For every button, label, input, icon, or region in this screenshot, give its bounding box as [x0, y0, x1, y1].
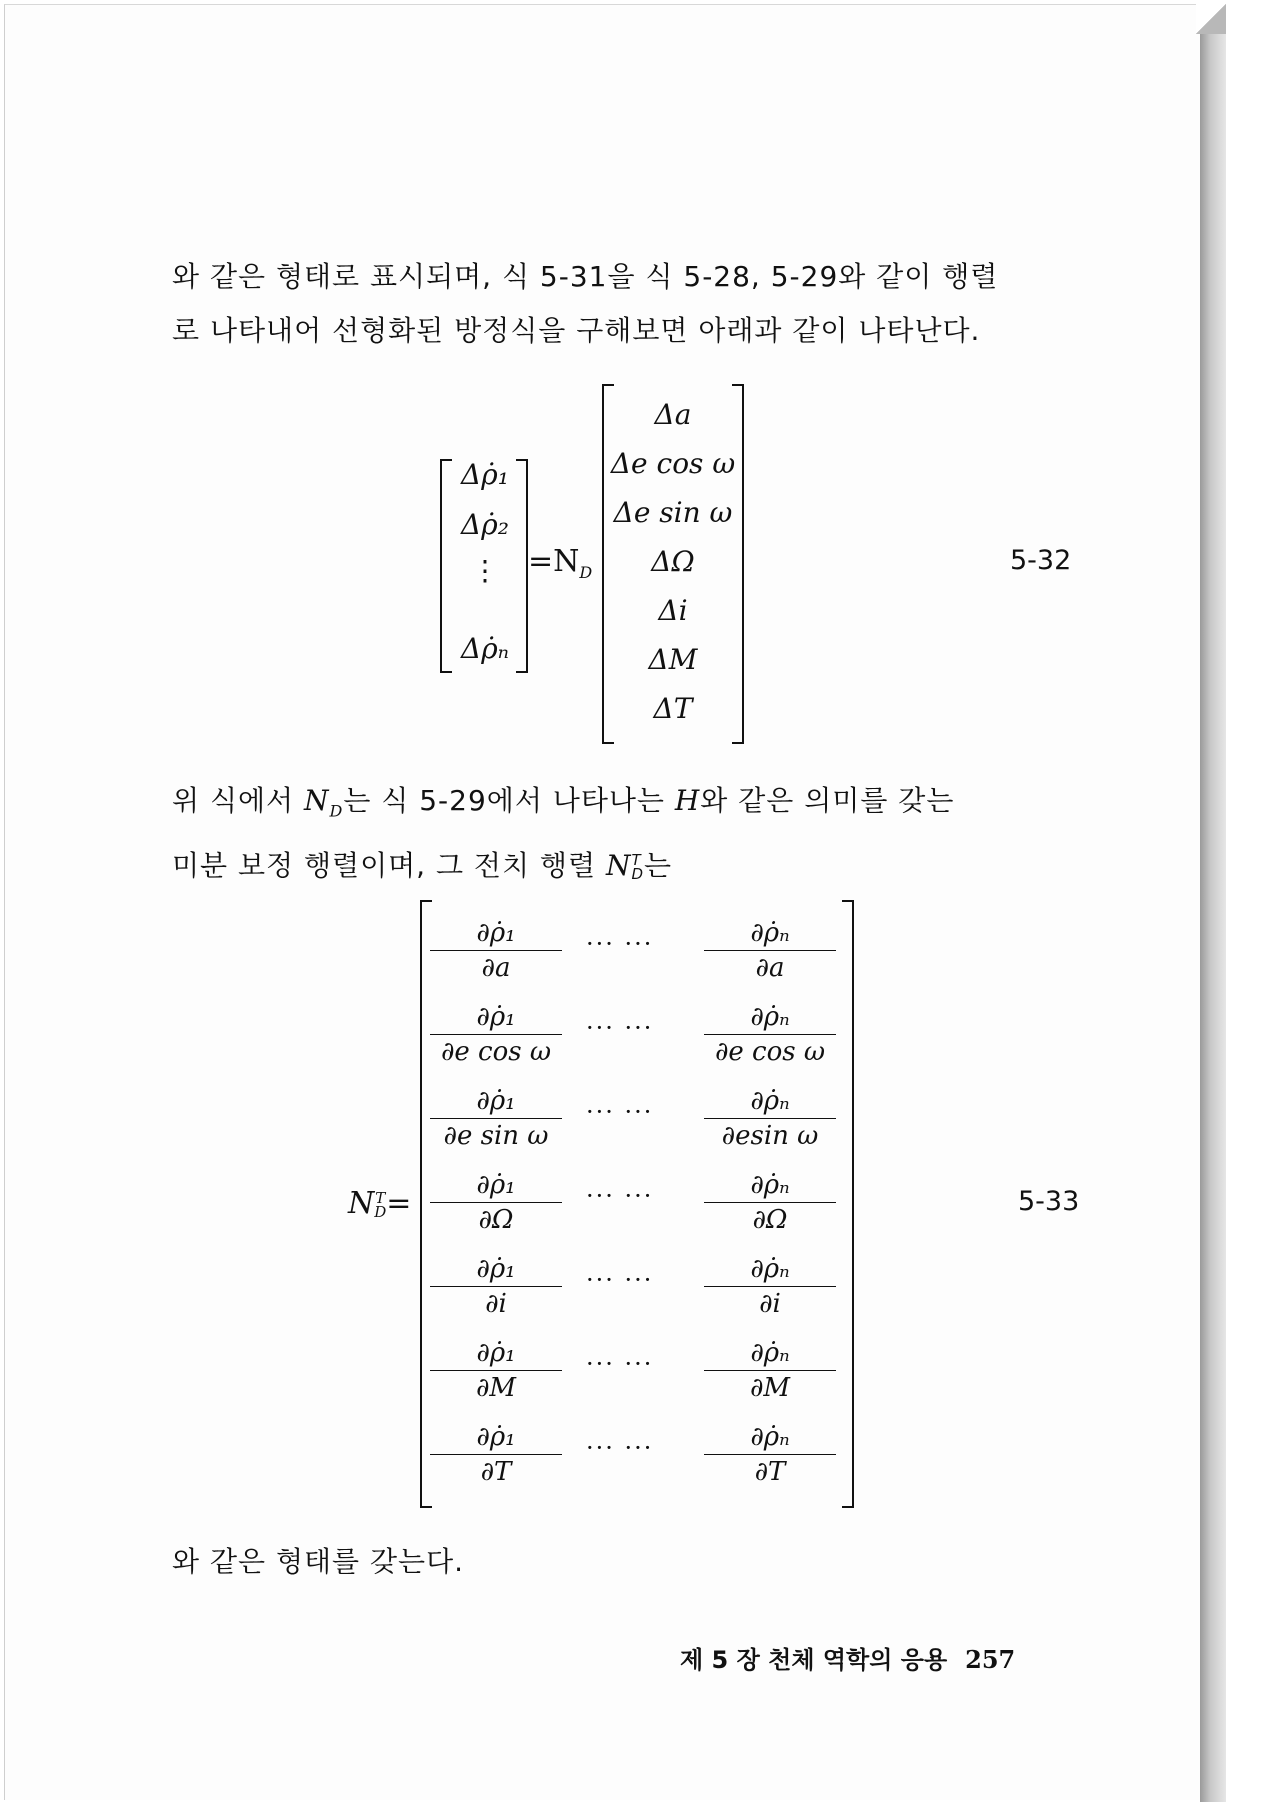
matrix-entry-coln	[704, 1338, 836, 1403]
ndt-lhs	[348, 1186, 411, 1221]
fraction-numerator: ∂ρ̇₁	[430, 1254, 562, 1287]
p2-text-a: 위 식에서	[172, 784, 304, 817]
fraction-denominator: ∂a	[755, 953, 785, 983]
paragraph-3-line: 와 같은 형태를 갖는다.	[172, 1545, 465, 1578]
p2-text-c: 와 같은 의미를 갖는	[700, 784, 955, 817]
ndt-symbol: N	[605, 848, 632, 882]
paragraph-1	[172, 250, 1072, 358]
ndt-lhs-sup: T	[375, 1189, 386, 1207]
fraction-numerator: ∂ρ̇₁	[430, 1422, 562, 1455]
fraction-denominator: ∂Ω	[478, 1205, 514, 1235]
page-edge-shadow	[1200, 6, 1226, 1802]
chapter-title: 제 5 장 천체 역학의 응용	[680, 1646, 948, 1674]
fraction-numerator: ∂ρ̇₁	[430, 1170, 562, 1203]
matrix-ellipsis: ··· ···	[586, 1014, 654, 1042]
paragraph-3	[172, 1535, 1072, 1589]
matrix-entry-col1	[430, 1338, 562, 1403]
ndt-scripts	[631, 850, 644, 883]
lhs-item-n: Δρ̇ₙ	[460, 632, 510, 665]
fraction-denominator: ∂M	[475, 1373, 517, 1403]
fraction-numerator: ∂ρ̇₁	[430, 1338, 562, 1371]
rhs-item-3: Δe sin ω	[613, 496, 733, 529]
fraction-numerator: ∂ρ̇₁	[430, 1002, 562, 1035]
lhs-left-bracket	[440, 459, 452, 673]
operator-subscript: D	[579, 563, 593, 582]
matrix-ellipsis: ··· ···	[586, 1266, 654, 1294]
matrix-ellipsis: ··· ···	[586, 1098, 654, 1126]
matrix-entry-col1	[430, 1002, 562, 1067]
matrix-ellipsis: ··· ···	[586, 930, 654, 958]
equation-operator	[528, 544, 592, 582]
fraction-numerator: ∂ρ̇ₙ	[704, 918, 836, 951]
matrix-ellipsis: ··· ···	[586, 1350, 654, 1378]
rhs-item-1: Δa	[654, 398, 692, 431]
rhs-item-4: ΔΩ	[651, 545, 695, 578]
fraction-numerator: ∂ρ̇ₙ	[704, 1254, 836, 1287]
ndt-lhs-scripts	[374, 1191, 386, 1219]
matrix-entry-col1	[430, 1422, 562, 1487]
fraction-denominator: ∂T	[480, 1457, 512, 1487]
ndt-lhs-sub: D	[374, 1203, 387, 1221]
fraction-numerator: ∂ρ̇₁	[430, 918, 562, 951]
fraction-denominator: ∂a	[481, 953, 511, 983]
page-number: 257	[965, 1645, 1016, 1674]
matrix-ellipsis: ··· ···	[586, 1434, 654, 1462]
fraction-denominator: ∂e sin ω	[443, 1121, 549, 1151]
nd-subscript: D	[329, 801, 344, 821]
matrix-right-bracket	[842, 900, 854, 1508]
fraction-denominator: ∂esin ω	[721, 1121, 819, 1151]
matrix-entry-coln	[704, 1002, 836, 1067]
rhs-item-2: Δe cos ω	[610, 447, 736, 480]
fraction-numerator: ∂ρ̇ₙ	[704, 1338, 836, 1371]
fraction-numerator: ∂ρ̇ₙ	[704, 1002, 836, 1035]
fraction-denominator: ∂M	[749, 1373, 791, 1403]
nd-symbol: N	[304, 784, 330, 817]
matrix-entry-coln	[704, 1086, 836, 1151]
page-corner	[1196, 4, 1226, 34]
ndt-subscript: D	[631, 864, 644, 883]
matrix-entry-col1	[430, 918, 562, 983]
equals-nd: =N	[528, 544, 580, 579]
fraction-denominator: ∂i	[759, 1289, 781, 1319]
fraction-numerator: ∂ρ̇ₙ	[704, 1086, 836, 1119]
equation-number-5-32: 5-32	[1010, 545, 1072, 576]
fraction-denominator: ∂T	[754, 1457, 786, 1487]
lhs-item-dots: ⋮	[471, 554, 499, 587]
fraction-numerator: ∂ρ̇ₙ	[704, 1422, 836, 1455]
fraction-denominator: ∂e cos ω	[440, 1037, 552, 1067]
fraction-numerator: ∂ρ̇ₙ	[704, 1170, 836, 1203]
h-symbol: H	[674, 784, 701, 817]
p2-text-b: 는 식 5-29에서 나타나는	[343, 784, 675, 817]
matrix-entry-col1	[430, 1086, 562, 1151]
p2-text-d: 미분 보정 행렬이며, 그 전치 행렬	[172, 848, 606, 882]
rhs-item-6: ΔM	[648, 643, 698, 676]
fraction-numerator: ∂ρ̇₁	[430, 1086, 562, 1119]
rhs-item-5: Δi	[658, 594, 688, 627]
paragraph-1-line-2: 로 나타내어 선형화된 방정식을 구해보면 아래과 같이 나타난다.	[172, 314, 981, 347]
rhs-item-7: ΔT	[653, 692, 693, 725]
lhs-item-1: Δρ̇₁	[461, 458, 509, 491]
matrix-entry-coln	[704, 1422, 836, 1487]
matrix-entry-col1	[430, 1170, 562, 1235]
paragraph-1-line-1: 와 같은 형태로 표시되며, 식 5-31을 식 5-28, 5-29와 같이 행렬	[172, 260, 999, 293]
ndt-superscript: T	[631, 850, 642, 869]
matrix-entry-col1	[430, 1254, 562, 1319]
matrix-entry-coln	[704, 918, 836, 983]
paragraph-2-line-2	[172, 839, 1072, 893]
ndt-lhs-n: N	[348, 1186, 375, 1221]
paragraph-2-line-1	[172, 774, 1072, 839]
page-footer	[680, 1640, 1015, 1675]
fraction-denominator: ∂Ω	[752, 1205, 788, 1235]
p2-text-e: 는	[644, 848, 673, 882]
matrix-ellipsis: ··· ···	[586, 1182, 654, 1210]
equation-number-5-33: 5-33	[1018, 1186, 1080, 1217]
paragraph-2	[172, 774, 1072, 893]
ndt-lhs-equals: =	[386, 1186, 412, 1221]
fraction-denominator: ∂i	[485, 1289, 507, 1319]
matrix-entry-coln	[704, 1170, 836, 1235]
lhs-item-2: Δρ̇₂	[461, 508, 509, 541]
fraction-denominator: ∂e cos ω	[714, 1037, 826, 1067]
matrix-entry-coln	[704, 1254, 836, 1319]
